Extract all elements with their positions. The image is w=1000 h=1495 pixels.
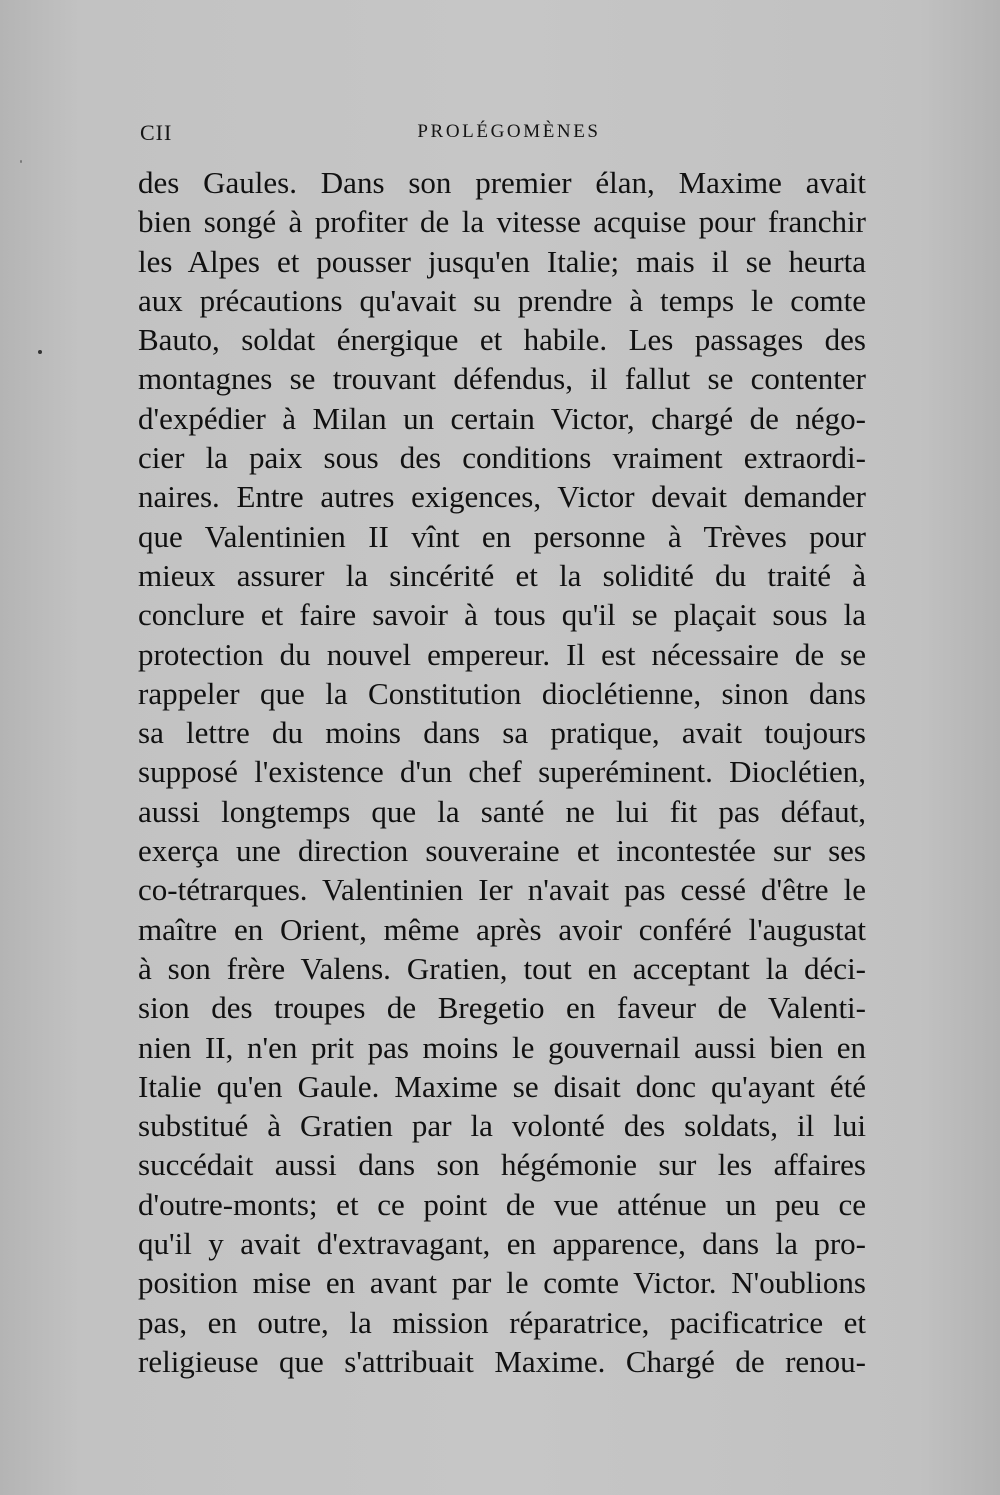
text-line: position mise en avant par le comte Victor. N'oublions [138, 1265, 866, 1301]
text-line: succédait aussi dans son hégémonie sur les affaires [138, 1147, 866, 1183]
text-line: aux précautions qu'avait su prendre à temps le comte [138, 282, 866, 318]
text-line: protection du nouvel empereur. Il est nécessaire de se [138, 636, 866, 672]
text-line: à son frère Valens. Gratien, tout en acceptant la déci- [138, 950, 866, 986]
text-line: cier la paix sous des conditions vraiment extraordi- [138, 440, 866, 476]
text-line: maître en Orient, même après avoir conféré l'augustat [138, 911, 866, 947]
text-line: rappeler que la Constitution dioclétienne, sinon dans [138, 675, 866, 711]
text-line: mieux assurer la sincérité et la solidité du traité à [138, 557, 866, 593]
dust-speck [38, 350, 42, 354]
text-line: conclure et faire savoir à tous qu'il se plaçait sous la [138, 597, 866, 633]
dust-speck [20, 160, 22, 163]
text-line: qu'il y avait d'extravagant, en apparence, dans la pro- [138, 1226, 866, 1262]
text-line: d'expédier à Milan un certain Victor, chargé de négo- [138, 400, 866, 436]
body-text [138, 163, 866, 1381]
text-line: sion des troupes de Bregetio en faveur de Valenti- [138, 990, 866, 1026]
text-line: co-tétrarques. Valentinien Ier n'avait pas cessé d'être le [138, 872, 866, 908]
page-number: CII [140, 120, 173, 145]
text-line: que Valentinien II vînt en personne à Trèves pour [138, 518, 866, 554]
text-line: les Alpes et pousser jusqu'en Italie; mais il se heurta [138, 243, 866, 279]
text-line: pas, en outre, la mission réparatrice, pacificatrice et [138, 1304, 866, 1340]
running-title: PROLÉGOMÈNES [417, 121, 601, 142]
text-line: sa lettre du moins dans sa pratique, avait toujours [138, 715, 866, 751]
text-line: bien songé à profiter de la vitesse acquise pour franchir [138, 204, 866, 240]
text-line: Bauto, soldat énergique et habile. Les passages des [138, 322, 866, 358]
text-line: montagnes se trouvant défendus, il fallut se contenter [138, 361, 866, 397]
text-line: substitué à Gratien par la volonté des soldats, il lui [138, 1108, 866, 1144]
text-line: naires. Entre autres exigences, Victor devait demander [138, 479, 866, 515]
text-line: d'outre-monts; et ce point de vue atténue un peu ce [138, 1186, 866, 1222]
text-line: Italie qu'en Gaule. Maxime se disait donc qu'ayant été [138, 1068, 866, 1104]
text-line: des Gaules. Dans son premier élan, Maxime avait [138, 165, 866, 200]
text-line: exerça une direction souveraine et incontestée sur ses [138, 833, 866, 869]
text-line: nien II, n'en prit pas moins le gouvernail aussi bien en [138, 1029, 866, 1065]
text-line: supposé l'existence d'un chef superéminent. Dioclétien, [138, 754, 866, 790]
text-line: religieuse que s'attribuait Maxime. Chargé de renou- [138, 1343, 866, 1379]
text-line: aussi longtemps que la santé ne lui fit pas défaut, [138, 793, 866, 829]
